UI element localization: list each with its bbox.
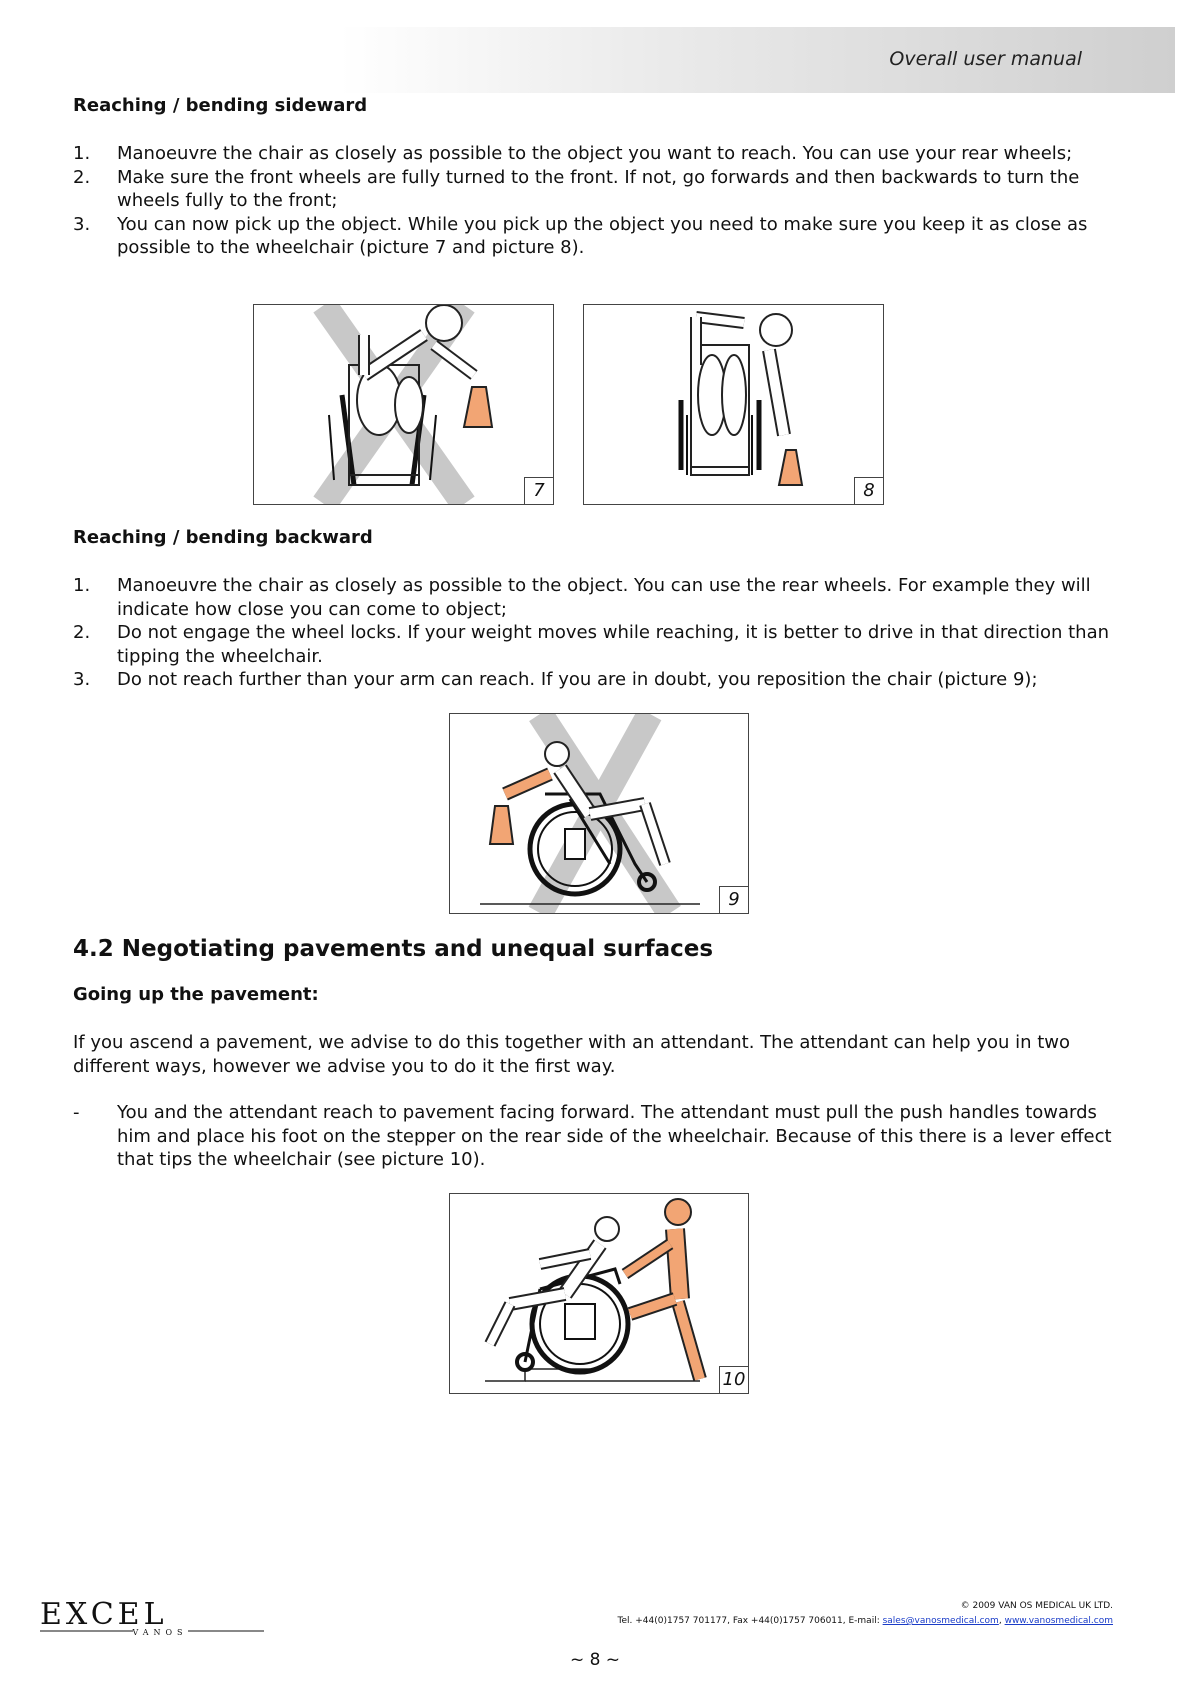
picture-9	[449, 713, 749, 914]
section-heading: 4.2 Negotiating pavements and unequal surfaces	[73, 936, 714, 962]
backward-steps	[73, 574, 1133, 692]
picture-8-illustration	[584, 305, 883, 504]
list-item: 3. Do not reach further than your arm can reach. If you are in doubt, you reposition the chair (picture 9);	[73, 669, 1038, 690]
logo-subtext: VANOS	[132, 1628, 188, 1637]
list-item: 1. Manoeuvre the chair as closely as possible to the object. You can use the rear wheels. For example they will indicate how close you can come to object;	[73, 575, 1091, 620]
email-link[interactable]: sales@vanosmedical.com	[882, 1616, 999, 1626]
picture-7-illustration	[254, 305, 553, 504]
header-title: Overall user manual	[889, 48, 1082, 70]
page-number: ~ 8 ~	[569, 1650, 621, 1670]
excel-logo	[38, 1598, 268, 1638]
picture-8	[583, 304, 884, 505]
copyright: © 2009 VAN OS MEDICAL UK LTD.	[960, 1601, 1113, 1611]
picture-7	[253, 304, 554, 505]
picture-number: 7	[524, 477, 554, 505]
backward-title: Reaching / bending backward	[73, 527, 373, 548]
list-item: 2. Do not engage the wheel locks. If your weight moves while reaching, it is better to drive in that direction than tipping the wheelchair.	[73, 622, 1110, 667]
picture-number: 8	[854, 477, 884, 505]
picture-10-illustration	[450, 1194, 748, 1393]
picture-number: 10	[719, 1366, 749, 1394]
picture-number: 9	[719, 886, 749, 914]
section-intro: If you ascend a pavement, we advise to do this together with an attendant. The attendant can help you in two different ways, however we advise you to do it the first way.	[73, 1032, 1071, 1077]
list-item: 3. You can now pick up the object. While you pick up the object you need to make sure you keep it as close as possible to the wheelchair (picture 7 and picture 8).	[73, 213, 1088, 258]
website-link[interactable]: www.vanosmedical.com	[1004, 1616, 1113, 1626]
list-item: - You and the attendant reach to pavement facing forward. The attendant must pull the push handles towards him and place his foot on the stepper on the rear side of the wheelchair. Because of this there is a lever effect that tips the wheelchair (see picture 10).	[73, 1102, 1112, 1170]
list-item: 1. Manoeuvre the chair as closely as possible to the object you want to reach. You can use your rear wheels;	[73, 143, 1073, 164]
picture-9-illustration	[450, 714, 748, 913]
sideward-steps	[73, 142, 1133, 260]
sideward-title: Reaching / bending sideward	[73, 95, 368, 116]
picture-10	[449, 1193, 749, 1394]
section-subheading: Going up the pavement:	[73, 984, 319, 1005]
list-item: 2. Make sure the front wheels are fully turned to the front. If not, go forwards and then backwards to turn the wheels fully to the front;	[73, 166, 1080, 211]
contact-line: Tel. +44(0)1757 701177, Fax +44(0)1757 706011, E-mail: sales@vanosmedical.com, www.vanosmedical.com	[617, 1616, 1113, 1626]
logo-text: EXCEL	[40, 1598, 168, 1632]
